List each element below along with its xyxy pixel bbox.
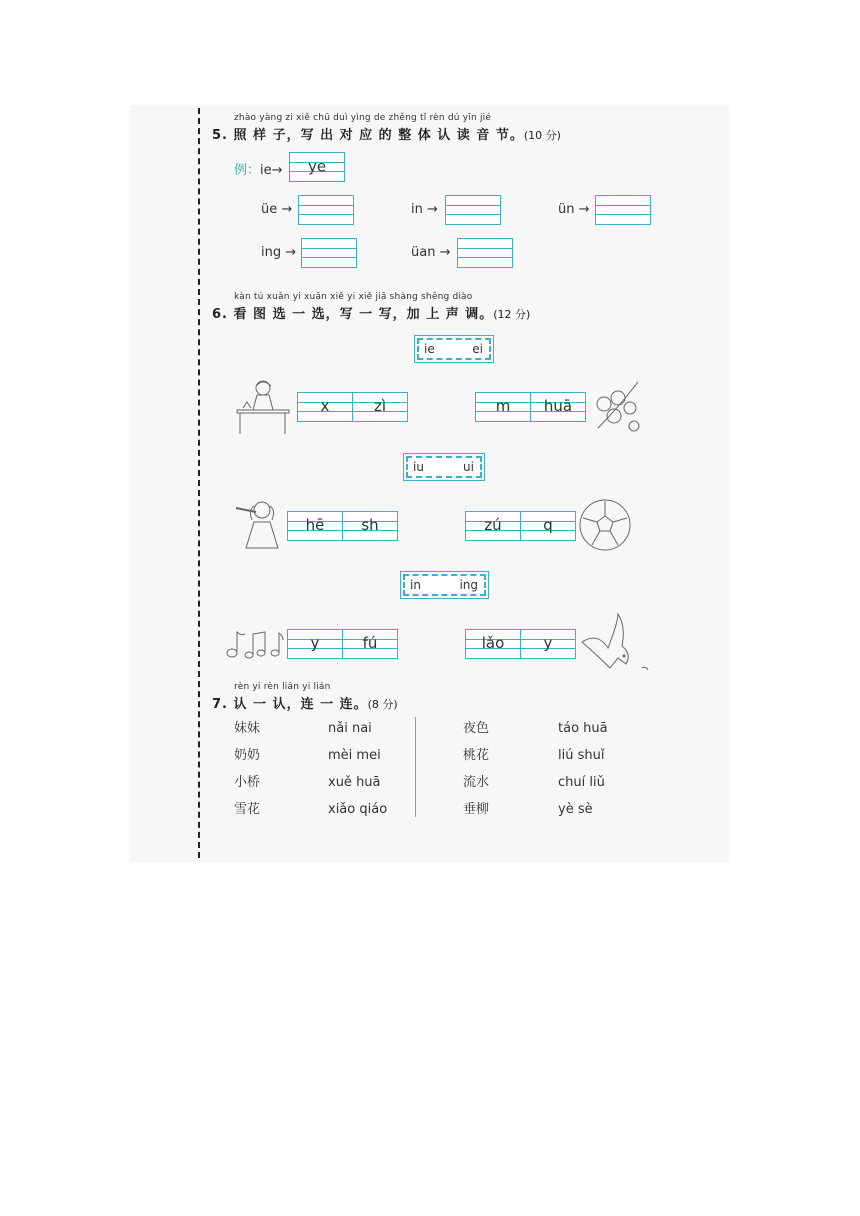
q5-title — [212, 124, 561, 143]
soccer-ball-picture — [578, 498, 632, 552]
q5-item-ing: ing → — [261, 245, 297, 260]
answer-pair-lao-ying — [465, 629, 576, 659]
q7-pinyin: rèn yi rèn lián yi lián — [234, 682, 331, 692]
word-item[interactable]: 流水 — [463, 775, 490, 790]
q5-item-ue: üe → — [261, 202, 293, 217]
pair-right-y: y — [520, 630, 575, 658]
pinyin-item[interactable]: chuí liǔ — [558, 775, 605, 790]
q6-number: 6. — [212, 307, 228, 322]
pair-left-he: hē — [305, 516, 325, 534]
option-ei: ei — [472, 342, 483, 356]
answer-pair-yin-fu — [287, 629, 398, 659]
girl-writing-picture — [235, 378, 295, 436]
q6-text: 看 图 选 一 选，写 一 写，加 上 声 调。 — [233, 307, 494, 322]
q7-right-pinyin — [558, 715, 608, 823]
pinyin-item[interactable]: mèi mei — [328, 748, 381, 763]
pinyin-item[interactable]: xiǎo qiáo — [328, 802, 388, 817]
option-ie: ie — [424, 342, 435, 356]
q5-item-in: in → — [411, 202, 438, 217]
pinyin-item[interactable]: táo huā — [558, 721, 608, 736]
q5-points: (10 分) — [523, 129, 561, 142]
q7-number: 7. — [212, 697, 228, 712]
answer-pair-zu-qiu — [465, 511, 576, 541]
answer-pair-he-shui — [287, 511, 398, 541]
pair-left-m: m — [495, 397, 511, 415]
eagle-picture — [578, 612, 650, 674]
example-from: ie→ — [260, 163, 283, 178]
q5-answer-box-uan[interactable] — [457, 238, 513, 268]
word-item[interactable]: 夜色 — [463, 721, 490, 736]
q7-left-pinyin — [328, 715, 387, 823]
pair-left-zu: zú — [484, 516, 502, 534]
q5-item-uan: üan → — [411, 245, 451, 260]
q7-points: (8 分) — [367, 698, 398, 711]
example-label: 例： — [234, 163, 261, 178]
q7-title — [212, 693, 398, 712]
q7-right-words — [463, 715, 489, 823]
pair-left-y: y — [310, 634, 320, 652]
pair-right-sh: sh — [342, 512, 397, 540]
column-divider — [415, 717, 416, 817]
q5-item-un: ün → — [558, 202, 590, 217]
pair-left-lao: lǎo — [481, 634, 505, 652]
cut-line — [198, 108, 200, 858]
example-row — [234, 159, 283, 178]
word-item[interactable]: 小桥 — [234, 775, 261, 790]
pinyin-item[interactable]: liú shuǐ — [558, 748, 605, 763]
q5-answer-box-ue[interactable] — [298, 195, 354, 225]
q6-pinyin: kàn tú xuǎn yi xuǎn xiě yi xiě jiā shàng shēng diào — [234, 292, 473, 302]
answer-pair-mei-hua — [475, 392, 586, 422]
q5-number: 5. — [212, 128, 228, 143]
option-ui: ui — [463, 460, 474, 474]
pinyin-item[interactable]: nǎi nai — [328, 721, 372, 736]
option-box-ie-ei — [417, 338, 491, 360]
q5-answer-box-ing[interactable] — [301, 238, 357, 268]
answer-pair-xie-zi — [297, 392, 408, 422]
pinyin-item[interactable]: xuě huā — [328, 775, 381, 790]
pair-right-hua: huā — [530, 393, 585, 421]
pair-right-zi: zì — [352, 393, 407, 421]
option-iu: iu — [413, 460, 424, 474]
option-ing: ing — [459, 578, 478, 592]
word-item[interactable]: 垂柳 — [463, 802, 490, 817]
word-item[interactable]: 雪花 — [234, 802, 261, 817]
q5-text: 照 样 子，写 出 对 应 的 整 体 认 读 音 节。 — [233, 128, 524, 143]
option-box-iu-ui — [406, 456, 482, 478]
example-answer-box — [289, 152, 345, 182]
q7-text: 认 一 认，连 一 连。 — [233, 697, 368, 712]
option-box-in-ing — [403, 574, 486, 596]
q6-points: (12 分) — [493, 308, 531, 321]
girl-drinking-picture — [232, 498, 284, 554]
q5-answer-box-un[interactable] — [595, 195, 651, 225]
q6-title — [212, 303, 530, 322]
word-item[interactable]: 桃花 — [463, 748, 490, 763]
word-item[interactable]: 妹妹 — [234, 721, 261, 736]
q5-answer-box-in[interactable] — [445, 195, 501, 225]
q7-left-words — [234, 715, 260, 823]
pair-right-q: q — [520, 512, 575, 540]
pinyin-item[interactable]: yè sè — [558, 802, 593, 817]
example-answer: ye — [307, 157, 327, 176]
pair-right-fu: fú — [342, 630, 397, 658]
music-notes-picture — [225, 628, 285, 660]
word-item[interactable]: 奶奶 — [234, 748, 261, 763]
pair-left-x: x — [320, 397, 330, 415]
q5-pinyin: zhào yàng zi xiě chū duì yìng de zhěng tǐ rèn dú yīn jié — [234, 113, 492, 123]
option-in: in — [410, 578, 421, 592]
plum-blossom-picture — [588, 378, 646, 436]
